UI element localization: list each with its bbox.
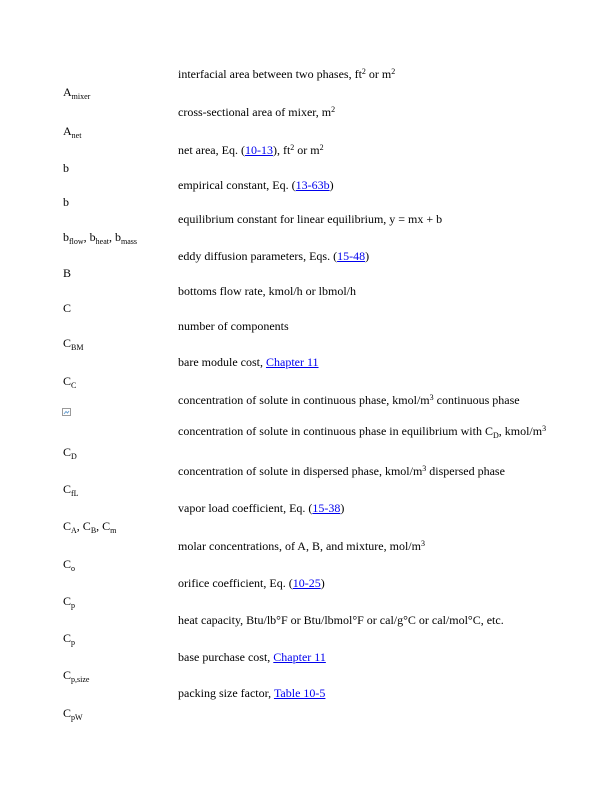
- definition-text: equilibrium constant for linear equilibrium, y = mx + b: [178, 212, 443, 226]
- definition-text: concentration of solute in continuous phase, kmol/$m^3$ continuous phase: [178, 393, 520, 407]
- definition-text: bare module cost, Chapter 11: [178, 355, 319, 369]
- symbol-label: $C_o$: [63, 557, 76, 573]
- symbol-label: b: [63, 161, 69, 175]
- symbol-label: $C_{pW}$: [63, 706, 83, 722]
- definition-text: interfacial area between two phases, $ft^2$ or $m^2$: [178, 67, 396, 81]
- symbol-label: $C_p$: [63, 631, 76, 647]
- symbol-label: $C_{p,size}$: [63, 668, 90, 684]
- table-link[interactable]: Table 10-5: [273, 686, 326, 700]
- definition-text: heat capacity, Btu/lb°F or Btu/lbmol°F or cal/g°C or cal/mol°C, etc.: [178, 613, 504, 627]
- equation-link[interactable]: 13-63b: [295, 178, 330, 192]
- equation-link[interactable]: 15-48: [337, 249, 366, 263]
- chapter-link[interactable]: Chapter 11: [273, 650, 326, 664]
- symbol-label: $C_p$: [63, 594, 76, 610]
- definition-text: empirical constant, Eq. (13-63b): [178, 178, 334, 192]
- definition-text: packing size factor, Table 10-5: [178, 686, 326, 700]
- symbol-label: b: [63, 195, 69, 209]
- symbol-label: $b_{flow}$, $b_{heat}$, $b_{mass}$: [63, 230, 137, 246]
- definition-text: cross-sectional area of mixer, $m^2$: [178, 105, 336, 119]
- definition-text: number of components: [178, 319, 289, 333]
- definition-text: orifice coefficient, Eq. (10-25): [178, 576, 325, 590]
- definition-text: bottoms flow rate, kmol/h or lbmol/h: [178, 284, 356, 298]
- symbol-label: B: [63, 266, 72, 280]
- definition-text: concentration of solute in continuous phase in equilibrium with $C_D$, kmol/$m^3$: [178, 424, 547, 440]
- definition-text: concentration of solute in dispersed phase, kmol/$m^3$ dispersed phase: [178, 464, 505, 478]
- symbol-label: $C_{fL}$: [63, 482, 79, 498]
- symbol-label: $A_{mixer}$: [63, 85, 91, 101]
- definition-text: vapor load coefficient, Eq. (15-38): [178, 501, 345, 515]
- equation-link[interactable]: 15-38: [312, 501, 341, 515]
- symbol-label: $C_A$, $C_B$, $C_m$: [63, 519, 117, 535]
- definition-text: base purchase cost, Chapter 11: [178, 650, 326, 664]
- definition-text: net area, Eq. (10-13), $ft^2$ or $m^2$: [178, 143, 324, 157]
- symbol-label: $C_D$: [63, 445, 77, 461]
- equation-link[interactable]: 10-13: [244, 143, 273, 157]
- broken-image-icon: [62, 408, 72, 418]
- symbol-label: $C_{BM}$: [63, 336, 84, 352]
- symbol-label: C: [63, 301, 72, 315]
- definition-text: eddy diffusion parameters, Eqs. (15-48): [178, 249, 370, 263]
- definition-text: molar concentrations, of A, B, and mixture, mol/$m^3$: [178, 539, 425, 553]
- symbol-label: $A_{net}$: [63, 124, 82, 140]
- chapter-link[interactable]: Chapter 11: [265, 355, 319, 369]
- symbol-label: $C_C$: [63, 374, 77, 390]
- equation-link[interactable]: 10-25: [292, 576, 321, 590]
